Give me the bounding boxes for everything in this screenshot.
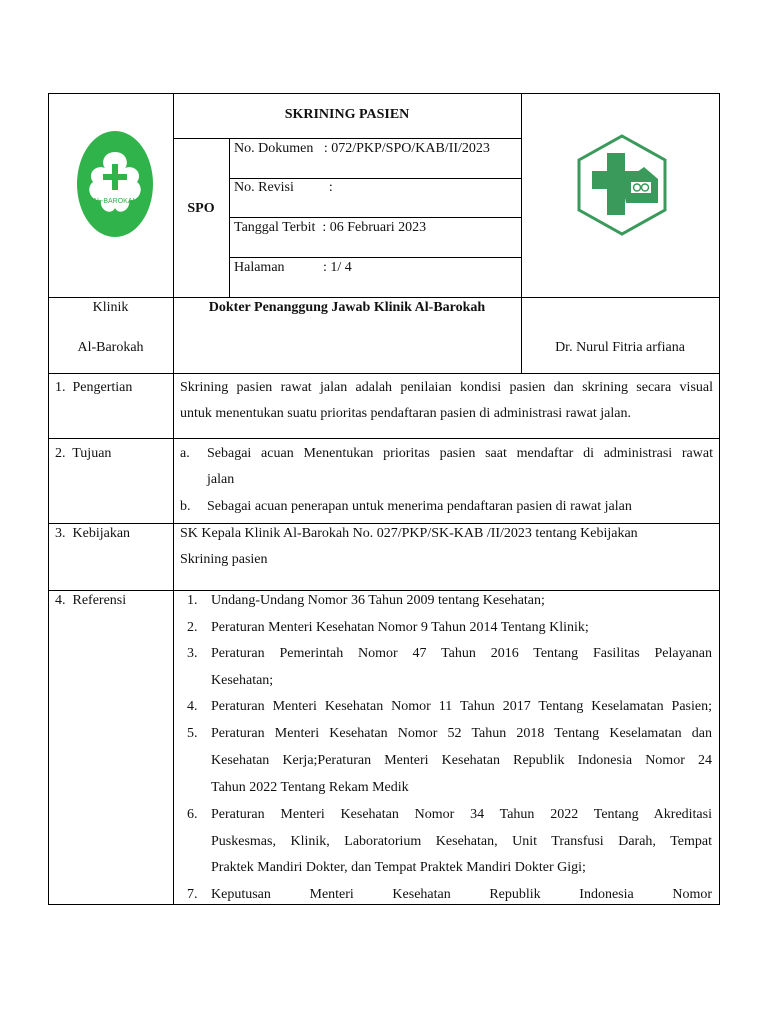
pengertian-line: Skrining pasien rawat jalan adalah penilaian kondisi pasien dan skrining secara visual bbox=[180, 380, 713, 395]
header-bottom-divider bbox=[48, 297, 720, 298]
spo-label: SPO bbox=[187, 201, 215, 216]
referensi-line: Peraturan Pemerintah Nomor 47 Tahun 2016 Tentang Fasilitas Pelayanan bbox=[211, 646, 712, 661]
table-border-bottom bbox=[48, 904, 720, 905]
document-title: SKRINING PASIEN bbox=[284, 107, 410, 122]
list-marker: 3. bbox=[187, 646, 198, 661]
referensi-line: Puskesmas, Klinik, Laboratorium Kesehatan, Unit Transfusi Darah, Tempat bbox=[211, 834, 712, 849]
referensi-line: Undang-Undang Nomor 36 Tahun 2009 tentang Kesehatan; bbox=[211, 593, 545, 608]
column-divider-right bbox=[521, 93, 522, 373]
referensi-line: Tahun 2022 Tentang Rekam Medik bbox=[211, 780, 409, 795]
list-marker: 1. bbox=[187, 593, 198, 608]
clinic-name-line1: Klinik bbox=[92, 300, 129, 315]
no-dokumen: No. Dokumen : 072/PKP/SPO/KAB/II/2023 bbox=[234, 141, 490, 156]
row-divider-3 bbox=[48, 590, 720, 591]
row-divider-1 bbox=[48, 438, 720, 439]
meta-divider-3 bbox=[229, 257, 521, 258]
referensi-line: Peraturan Menteri Kesehatan Nomor 11 Tahun 2017 Tentang Keselamatan Pasien; bbox=[211, 699, 712, 714]
table-border-top bbox=[48, 93, 720, 94]
clinic-name-line2: Al-Barokah bbox=[77, 340, 144, 355]
referensi-line: Peraturan Menteri Kesehatan Nomor 52 Tahun 2018 Tentang Keselamatan dan bbox=[211, 726, 712, 741]
table-border-left bbox=[48, 93, 49, 905]
referensi-line: Peraturan Menteri Kesehatan Nomor 9 Tahun 2014 Tentang Klinik; bbox=[211, 620, 589, 635]
halaman: Halaman : 1/ 4 bbox=[234, 260, 352, 275]
referensi-line: Keputusan Menteri Kesehatan Republik Indonesia Nomor bbox=[211, 887, 712, 902]
list-marker: 5. bbox=[187, 726, 198, 741]
clinic-emblem-logo bbox=[574, 133, 670, 237]
kebijakan-line: SK Kepala Klinik Al-Barokah No. 027/PKP/SK-KAB /II/2023 tentang Kebijakan bbox=[180, 526, 638, 541]
section-label-referensi: 4. Referensi bbox=[55, 593, 127, 608]
tanggal-terbit: Tanggal Terbit : 06 Februari 2023 bbox=[234, 220, 427, 235]
referensi-line: Praktek Mandiri Dokter, dan Tempat Praktek Mandiri Dokter Gigi; bbox=[211, 860, 586, 875]
tujuan-line: Sebagai acuan Menentukan prioritas pasien saat mendaftar di administrasi rawat bbox=[207, 446, 713, 461]
tujuan-line: jalan bbox=[207, 472, 235, 487]
referensi-line: Peraturan Menteri Kesehatan Nomor 34 Tahun 2022 Tentang Akreditasi bbox=[211, 807, 712, 822]
list-marker: 2. bbox=[187, 620, 198, 635]
logo-lettering: AL-BAROKAH bbox=[92, 198, 138, 205]
table-border-right bbox=[719, 93, 720, 905]
title-divider bbox=[173, 138, 521, 139]
section-label-tujuan: 2. Tujuan bbox=[55, 446, 112, 461]
list-marker: 6. bbox=[187, 807, 198, 822]
doctor-title: Dokter Penanggung Jawab Klinik Al-Barokah bbox=[208, 300, 486, 315]
spo-document bbox=[48, 93, 720, 905]
pengertian-line: untuk menentukan suatu prioritas pendaftaran pasien di administrasi rawat jalan. bbox=[180, 406, 631, 421]
signature-bottom-divider bbox=[48, 373, 720, 374]
list-marker: 4. bbox=[187, 699, 198, 714]
meta-divider-2 bbox=[229, 217, 521, 218]
list-marker: 7. bbox=[187, 887, 198, 902]
row-divider-2 bbox=[48, 523, 720, 524]
kebijakan-line: Skrining pasien bbox=[180, 552, 268, 567]
referensi-line: Kesehatan Kerja;Peraturan Menteri Kesehatan Republik Indonesia Nomor 24 bbox=[211, 753, 712, 768]
al-barokah-logo bbox=[75, 130, 155, 238]
no-revisi: No. Revisi : bbox=[234, 180, 333, 195]
section-label-pengertian: 1. Pengertian bbox=[55, 380, 133, 395]
section-label-kebijakan: 3. Kebijakan bbox=[55, 526, 131, 541]
tujuan-line: Sebagai acuan penerapan untuk menerima pendaftaran pasien di rawat jalan bbox=[207, 499, 632, 514]
referensi-line: Kesehatan; bbox=[211, 673, 274, 688]
doctor-name: Dr. Nurul Fitria arfiana bbox=[555, 340, 685, 355]
list-marker: a. bbox=[180, 446, 190, 461]
list-marker: b. bbox=[180, 499, 191, 514]
